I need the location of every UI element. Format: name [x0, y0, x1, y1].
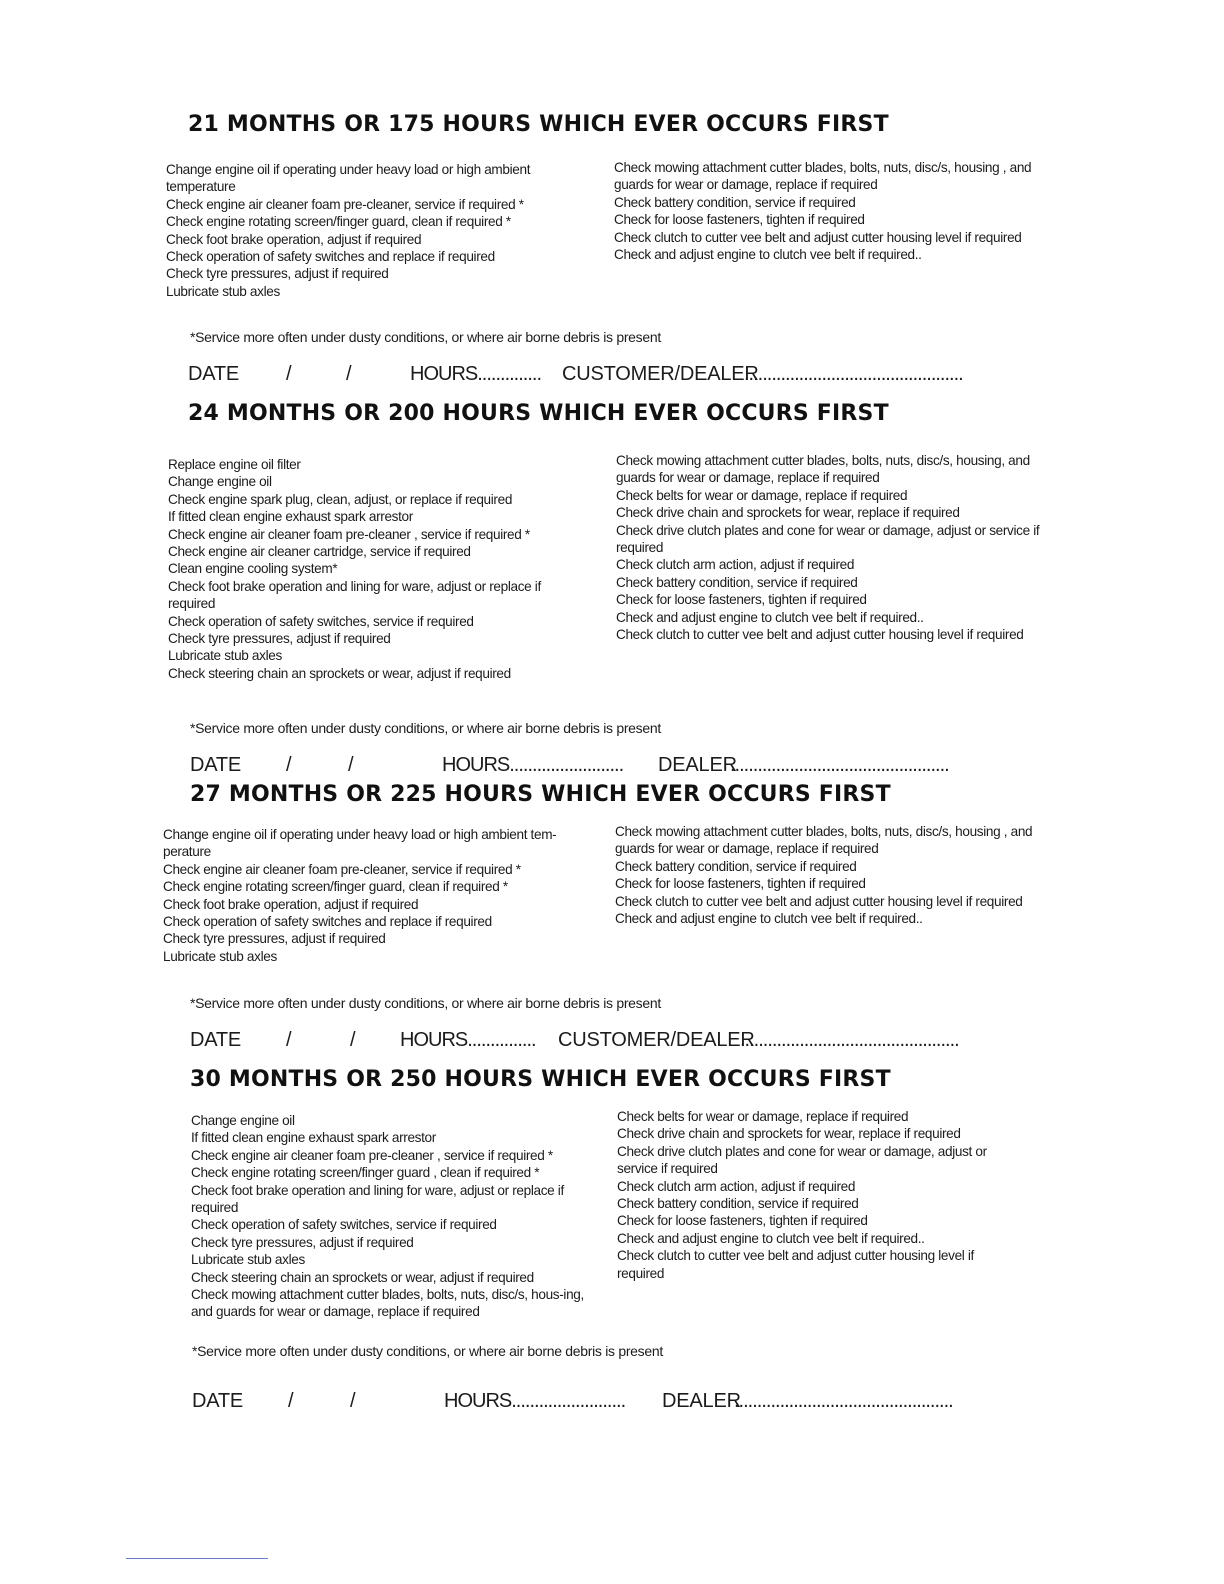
signer-label: CUSTOMER/DEALER: [562, 363, 759, 385]
right-task-list: [616, 452, 1061, 643]
list-item: Check operation of safety switches and replace if required: [166, 249, 495, 265]
date-slash[interactable]: /: [286, 1029, 292, 1051]
signoff-line: [190, 754, 1030, 780]
right-task-list: [615, 823, 1060, 927]
list-item: Check operation of safety switches, service if required: [191, 1217, 497, 1233]
list-item: Check drive chain and sprockets for wear, replace if required: [616, 505, 960, 521]
list-item: Check engine air cleaner foam pre-cleaner , service if required *: [168, 526, 530, 542]
left-task-list: [166, 161, 581, 300]
list-item: Check mowing attachment cutter blades, bolts, nuts, disc/s, housing , and guards for wear or damage, replace if required: [614, 160, 1032, 193]
section-heading: 30 MONTHS OR 250 HOURS WHICH EVER OCCURS FIRST: [190, 1067, 891, 1092]
date-slash[interactable]: /: [286, 363, 292, 385]
list-item: Check and adjust engine to clutch vee belt if required..: [616, 609, 924, 625]
list-item: Lubricate stub axles: [191, 1252, 305, 1268]
footer-rule: [126, 1558, 268, 1559]
list-item: Check drive clutch plates and cone for wear or damage, adjust or service if required: [617, 1143, 987, 1177]
list-item: Clean engine cooling system*: [168, 561, 338, 577]
signature-field[interactable]: ................................................: [734, 1390, 953, 1412]
list-item: Check for loose fasteners, tighten if required: [617, 1213, 868, 1229]
left-task-list: [168, 456, 588, 682]
date-slash[interactable]: /: [350, 1029, 356, 1051]
list-item: Check foot brake operation and lining for ware, adjust or replace if required: [191, 1182, 564, 1216]
hours-field[interactable]: HOURS...............: [400, 1029, 536, 1051]
signer-label: DEALER: [662, 1390, 741, 1412]
date-label: DATE: [188, 363, 240, 385]
list-item: Check battery condition, service if required: [617, 1196, 859, 1212]
list-item: Check mowing attachment cutter blades, bolts, nuts, disc/s, housing, and guards for wear or damage, replace if required: [616, 453, 1030, 486]
date-slash[interactable]: /: [350, 1390, 356, 1412]
list-item: Replace engine oil filter: [168, 457, 301, 472]
list-item: Check operation of safety switches and replace if required: [163, 914, 492, 930]
list-item: Check belts for wear or damage, replace if required: [616, 487, 908, 503]
list-item: Check operation of safety switches, service if required: [168, 613, 474, 629]
list-item: Lubricate stub axles: [163, 948, 277, 964]
list-item: Check and adjust engine to clutch vee belt if required..: [615, 911, 923, 927]
list-item: Check steering chain an sprockets or wear, adjust if required: [191, 1269, 534, 1285]
list-item: Check tyre pressures, adjust if required: [166, 266, 389, 282]
list-item: If fitted clean engine exhaust spark arrestor: [168, 509, 413, 525]
service-note: *Service more often under dusty conditions, or where air borne debris is present: [190, 995, 661, 1011]
date-slash[interactable]: /: [288, 1390, 294, 1412]
list-item: Check engine rotating screen/finger guard , clean if required *: [191, 1165, 540, 1181]
list-item: Check clutch to cutter vee belt and adjust cutter housing level if required: [614, 229, 1022, 245]
list-item: Check engine air cleaner foam pre-cleaner, service if required *: [163, 861, 521, 877]
date-label: DATE: [192, 1390, 244, 1412]
date-label: DATE: [190, 1029, 242, 1051]
list-item: Check for loose fasteners, tighten if required: [615, 876, 866, 892]
section-heading: 21 MONTHS OR 175 HOURS WHICH EVER OCCURS FIRST: [188, 112, 889, 137]
date-slash[interactable]: /: [348, 754, 354, 776]
signoff-line: [192, 1390, 1032, 1416]
date-slash[interactable]: /: [346, 363, 352, 385]
list-item: Check drive chain and sprockets for wear, replace if required: [617, 1126, 961, 1142]
list-item: Change engine oil: [191, 1113, 295, 1128]
list-item: Check drive clutch plates and cone for wear or damage, adjust or service if required: [616, 522, 1040, 556]
list-item: Check and adjust engine to clutch vee belt if required..: [614, 247, 922, 263]
list-item: Check steering chain an sprockets or wear, adjust if required: [168, 665, 511, 681]
list-item: Change engine oil: [168, 474, 272, 490]
list-item: Check engine air cleaner foam pre-cleaner, service if required *: [166, 196, 524, 212]
left-task-list: [163, 826, 603, 965]
list-item: Change engine oil if operating under heavy load or high ambient tem-perature: [163, 827, 557, 860]
list-item: Lubricate stub axles: [168, 648, 282, 664]
list-item: Check tyre pressures, adjust if required: [163, 931, 386, 947]
list-item: Check foot brake operation, adjust if required: [166, 231, 422, 247]
list-item: Check belts for wear or damage, replace if required: [617, 1109, 909, 1124]
list-item: Check engine air cleaner foam pre-cleaner , service if required *: [191, 1147, 553, 1163]
left-task-list: [191, 1112, 601, 1321]
signature-field[interactable]: ................................................: [730, 754, 949, 776]
signoff-line: [188, 363, 1028, 389]
list-item: Check mowing attachment cutter blades, bolts, nuts, disc/s, hous-ing, and guards for wear or damage, replace if required: [191, 1287, 584, 1320]
list-item: Check mowing attachment cutter blades, bolts, nuts, disc/s, housing , and guards for wear or damage, replace if required: [615, 824, 1033, 857]
list-item: Check battery condition, service if required: [614, 194, 856, 210]
service-note: *Service more often under dusty conditions, or where air borne debris is present: [190, 720, 661, 736]
list-item: Check battery condition, service if required: [616, 574, 858, 590]
signoff-line: [190, 1029, 1030, 1055]
list-item: Change engine oil if operating under heavy load or high ambient temperature: [166, 162, 531, 195]
signer-label: CUSTOMER/DEALER: [558, 1029, 755, 1051]
list-item: Check and adjust engine to clutch vee belt if required..: [617, 1230, 925, 1246]
list-item: Check clutch arm action, adjust if required: [616, 557, 855, 573]
right-task-list: [617, 1108, 1017, 1282]
list-item: Check foot brake operation, adjust if required: [163, 896, 419, 912]
list-item: Check engine air cleaner cartridge, service if required: [168, 544, 471, 560]
list-item: Check clutch to cutter vee belt and adjust cutter housing level if required: [617, 1248, 974, 1281]
hours-field[interactable]: HOURS.........................: [442, 754, 624, 776]
list-item: Lubricate stub axles: [166, 283, 280, 299]
signer-label: DEALER: [658, 754, 737, 776]
service-note: *Service more often under dusty conditions, or where air borne debris is present: [192, 1343, 663, 1359]
list-item: Check for loose fasteners, tighten if required: [616, 592, 867, 608]
list-item: Check tyre pressures, adjust if required: [191, 1234, 414, 1250]
list-item: Check clutch to cutter vee belt and adjust cutter housing level if required: [615, 893, 1023, 909]
list-item: Check engine rotating screen/finger guard, clean if required *: [163, 879, 508, 895]
list-item: Check engine rotating screen/finger guard, clean if required *: [166, 214, 511, 230]
list-item: Check clutch to cutter vee belt and adjust cutter housing level if required: [616, 627, 1024, 643]
list-item: Check tyre pressures, adjust if required: [168, 631, 391, 647]
date-label: DATE: [190, 754, 242, 776]
list-item: Check foot brake operation and lining for ware, adjust or replace if required: [168, 578, 541, 612]
list-item: Check for loose fasteners, tighten if required: [614, 212, 865, 228]
list-item: Check engine spark plug, clean, adjust, or replace if required: [168, 491, 513, 507]
hours-field[interactable]: HOURS..............: [410, 363, 542, 385]
section-heading: 24 MONTHS OR 200 HOURS WHICH EVER OCCURS FIRST: [188, 401, 889, 426]
section-heading: 27 MONTHS OR 225 HOURS WHICH EVER OCCURS FIRST: [190, 782, 891, 807]
list-item: Check clutch arm action, adjust if required: [617, 1178, 856, 1194]
signature-field[interactable]: ................................................: [744, 363, 963, 385]
list-item: If fitted clean engine exhaust spark arrestor: [191, 1130, 436, 1146]
service-note: *Service more often under dusty conditions, or where air borne debris is present: [190, 329, 661, 345]
hours-field[interactable]: HOURS.........................: [444, 1390, 626, 1412]
date-slash[interactable]: /: [286, 754, 292, 776]
signature-field[interactable]: ................................................: [740, 1029, 959, 1051]
list-item: Check battery condition, service if required: [615, 858, 857, 874]
right-task-list: [614, 159, 1059, 263]
